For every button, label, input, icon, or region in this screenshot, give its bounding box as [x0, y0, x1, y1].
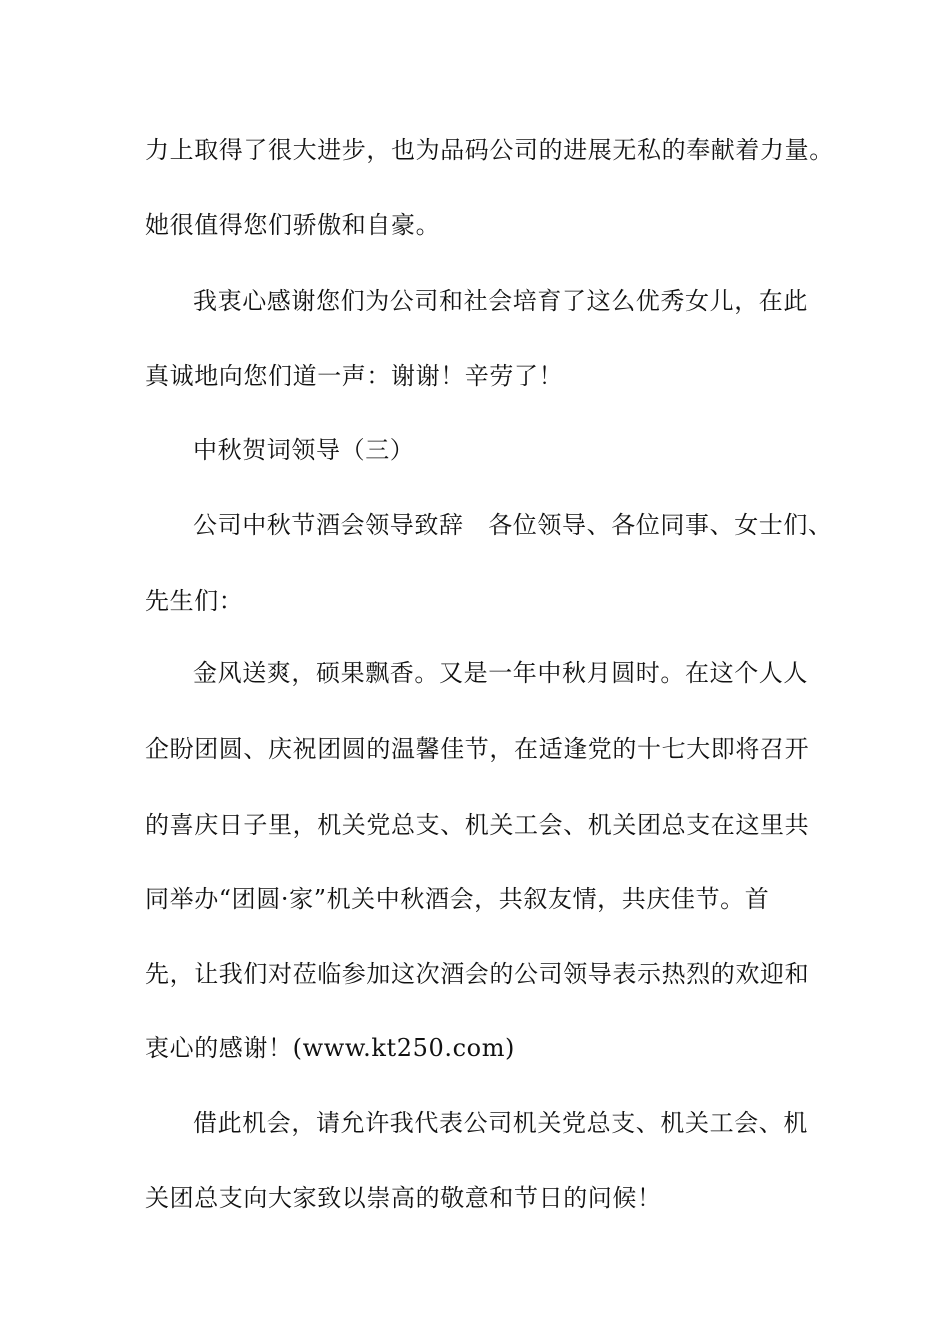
text-line: 她很值得您们骄傲和自豪。	[145, 211, 441, 239]
text-line: 真诚地向您们道一声：谢谢！辛劳了！	[145, 362, 564, 390]
paragraph-start-line: 金风送爽，硕果飘香。又是一年中秋月圆时。在这个人人	[193, 659, 808, 687]
paragraph-start-line: 借此机会，请允许我代表公司机关党总支、机关工会、机	[193, 1109, 808, 1137]
text-line: 力上取得了很大进步，也为品码公司的进展无私的奉献着力量。	[145, 136, 834, 164]
text-line: 衷心的感谢！(www.kt250.com)	[145, 1034, 516, 1062]
text-line: 先，让我们对莅临参加这次酒会的公司领导表示热烈的欢迎和	[145, 960, 810, 988]
text-line: 先生们：	[145, 587, 244, 615]
paragraph-start-line: 公司中秋节酒会领导致辞 各位领导、各位同事、女士们、	[193, 511, 833, 539]
text-line: 关团总支向大家致以崇高的敬意和节日的问候！	[145, 1184, 662, 1212]
text-line: 企盼团圆、庆祝团圆的温馨佳节，在适逢党的十七大即将召开	[145, 735, 810, 763]
text-line: 同举办“团圆·家”机关中秋酒会，共叙友情，共庆佳节。首	[145, 885, 770, 913]
text-line: 的喜庆日子里，机关党总支、机关工会、机关团总支在这里共	[145, 811, 810, 839]
section-heading: 中秋贺词领导（三）	[193, 436, 415, 464]
paragraph-start-line: 我衷心感谢您们为公司和社会培育了这么优秀女儿，在此	[193, 287, 808, 315]
